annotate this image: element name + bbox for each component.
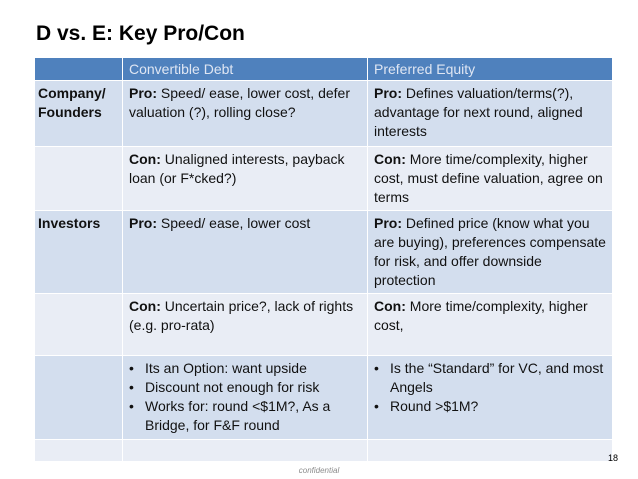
table-row-investors-con	[35, 294, 613, 356]
bullet-item: • Round >$1M?	[390, 397, 606, 416]
table-row-empty	[35, 440, 613, 462]
row-label-company-founders: Company/ Founders	[35, 81, 123, 147]
header-blank	[35, 58, 123, 81]
header-convertible-debt: Convertible Debt	[123, 58, 368, 81]
cell-text: More time/complexity, higher cost, must define valuation, agree on terms	[374, 151, 603, 205]
row-label-blank	[35, 147, 123, 211]
cell-debt-company-pro	[123, 81, 368, 147]
cell-equity-summary	[368, 356, 613, 440]
cell-equity-investors-pro	[368, 211, 613, 294]
bullet-item: • Works for: round <$1M?, As a Bridge, for F&F round	[145, 397, 361, 435]
table-row-summary	[35, 356, 613, 440]
pro-tag: Pro:	[129, 85, 157, 101]
cell-text: Unaligned interests, payback loan (or F*cked?)	[129, 151, 345, 186]
slide-title: D vs. E: Key Pro/Con	[36, 22, 245, 45]
bullet-item: • Its an Option: want upside	[145, 359, 361, 378]
debt-bullet-list	[129, 359, 361, 435]
cell-equity-investors-con	[368, 294, 613, 356]
confidential-footer: confidential	[298, 466, 340, 475]
comparison-table	[34, 57, 613, 462]
cell-debt-investors-con	[123, 294, 368, 356]
pro-tag: Pro:	[374, 215, 402, 231]
empty-cell	[368, 440, 613, 462]
table-row-company-pro	[35, 81, 613, 147]
equity-bullet-list	[374, 359, 606, 416]
con-tag: Con:	[374, 298, 406, 314]
header-row	[35, 58, 613, 81]
cell-debt-company-con	[123, 147, 368, 211]
cell-debt-summary	[123, 356, 368, 440]
bullet-item: • Discount not enough for risk	[145, 378, 361, 397]
cell-text: Speed/ ease, lower cost, defer valuation (?), rolling close?	[129, 85, 350, 120]
row-label-investors: Investors	[35, 211, 123, 294]
con-tag: Con:	[129, 151, 161, 167]
con-tag: Con:	[129, 298, 161, 314]
cell-text: Defines valuation/terms(?), advantage for next round, aligned interests	[374, 85, 583, 139]
table-row-investors-pro	[35, 211, 613, 294]
row-label-blank	[35, 294, 123, 356]
cell-equity-company-con	[368, 147, 613, 211]
table-row-company-con	[35, 147, 613, 211]
cell-text: More time/complexity, higher cost,	[374, 298, 588, 333]
cell-text: Speed/ ease, lower cost	[157, 215, 311, 231]
cell-text: Defined price (know what you are buying), preferences compensate for risk, and offer downside protection	[374, 215, 606, 288]
empty-cell	[123, 440, 368, 462]
page-number: 18	[608, 453, 619, 463]
cell-debt-investors-pro	[123, 211, 368, 294]
summary-label-cell	[35, 356, 123, 440]
pro-tag: Pro:	[374, 85, 402, 101]
empty-cell	[35, 440, 123, 462]
cell-text: Uncertain price?, lack of rights (e.g. pro-rata)	[129, 298, 354, 333]
pro-tag: Pro:	[129, 215, 157, 231]
cell-equity-company-pro	[368, 81, 613, 147]
con-tag: Con:	[374, 151, 406, 167]
bullet-item: • Is the “Standard” for VC, and most Angels	[390, 359, 606, 397]
header-preferred-equity: Preferred Equity	[368, 58, 613, 81]
